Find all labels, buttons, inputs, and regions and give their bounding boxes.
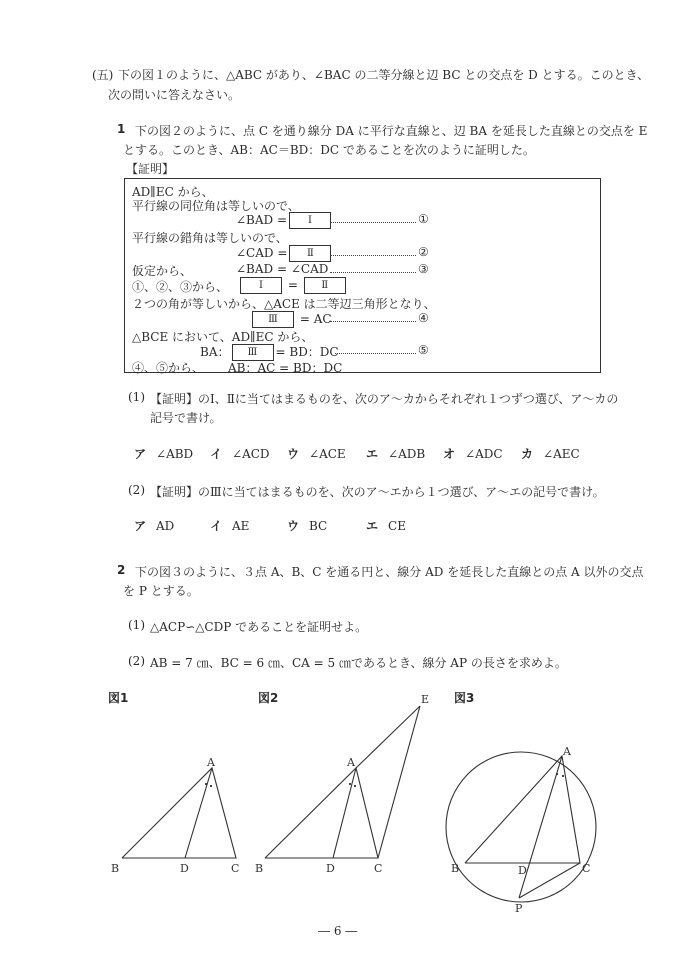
fig3-label-D: D: [518, 864, 527, 877]
choice-a-1: ア ∠ABD: [134, 447, 194, 461]
q2-sub1-text: △ACP∽△CDP であることを証明せよ。: [150, 620, 368, 634]
fig2-label-B: B: [255, 862, 264, 875]
q2-number: 2: [117, 563, 126, 577]
fig1-triangle: [122, 768, 236, 858]
proof-label: 【証明】: [126, 162, 175, 176]
q1-sub1-number: (1): [128, 390, 145, 404]
proof-num-4: ④: [418, 311, 429, 325]
choice-o-1: オ ∠ADC: [443, 447, 503, 461]
proof-blank-1: Ⅰ: [289, 212, 331, 229]
q2-sub2-text: AB = 7 ㎝、BC = 6 ㎝、CA = 5 ㎝であるとき、線分 AP の長さを求めよ。: [150, 656, 567, 670]
proof-line-1: AD∥EC から、: [132, 185, 214, 199]
problem-intro-line1: 下の図１のように、△ABC があり、∠BAC の二等分線と辺 BC との交点を D とする。このとき、: [118, 68, 650, 82]
fig2-bisector: [333, 768, 356, 858]
problem-number: (五): [92, 68, 114, 82]
q2-sub2-number: (2): [128, 654, 145, 668]
fig3-label-B: B: [451, 862, 460, 875]
proof-line-2: 平行線の同位角は等しいので、: [132, 199, 300, 213]
proof-num-5: ⑤: [418, 343, 429, 357]
choice-a-2: ア AD: [134, 519, 175, 533]
proof-num-2: ②: [418, 245, 429, 259]
fig3-label-P: P: [515, 902, 523, 915]
fig1-label-A: A: [207, 756, 215, 769]
fig1-angle-mark: [205, 783, 207, 785]
fig2-label-A: A: [347, 756, 355, 769]
fig3-triangle: [465, 756, 580, 863]
proof-line-9: Ⅲ = AC: [250, 311, 332, 328]
q1-text-line1: 下の図２のように、点 C を通り線分 DA に平行な直線と、辺 BA を延長した直線との交点を E: [135, 124, 648, 138]
q1-text-line2: とする。このとき、AB：AC＝BD：DC であることを次のように証明した。: [123, 143, 535, 157]
proof-line-6: ∠BAD = ∠CAD: [236, 262, 329, 276]
proof-blank-2: Ⅱ: [289, 245, 331, 262]
problem-intro-line2: 次の問いに答えなさい。: [108, 88, 241, 102]
fig3-angle-mark: [562, 775, 564, 777]
proof-num-3: ③: [418, 262, 429, 276]
q1-number: 1: [117, 122, 126, 136]
fig1-title: 図1: [108, 691, 129, 705]
proof-line-7-left: ①、②、③から、: [132, 280, 229, 294]
proof-blank-6: Ⅲ: [232, 344, 274, 361]
proof-blank-4: Ⅱ: [304, 277, 346, 294]
fig2-angle-mark: [354, 785, 356, 787]
choice-i-2: イ AE: [210, 519, 250, 533]
choice-i-1: イ ∠ACD: [210, 447, 270, 461]
choice-u-1: ウ ∠ACE: [287, 447, 346, 461]
proof-blank-5: Ⅲ: [252, 311, 294, 328]
fig2-label-D: D: [326, 862, 335, 875]
fig1-label-D: D: [180, 862, 189, 875]
fig2-label-C: C: [374, 862, 383, 875]
proof-line-10: △BCE において、AD∥EC から、: [132, 330, 314, 344]
choice-u-2: ウ BC: [287, 519, 328, 533]
fig3-title: 図3: [454, 691, 475, 705]
fig1-angle-mark: [210, 785, 212, 787]
q2-text-line2: を P とする。: [123, 584, 199, 598]
fig1-label-B: B: [111, 862, 120, 875]
fig2-angle-mark: [349, 783, 351, 785]
proof-num-1: ①: [418, 212, 429, 226]
choice-e-2: エ CE: [366, 519, 406, 533]
fig2-ba-extension: [356, 706, 420, 768]
fig3-label-C: C: [582, 862, 591, 875]
proof-line-12: AB：AC = BD：DC: [228, 361, 343, 375]
q1-sub2-text: 【証明】のⅢに当てはまるものを、次のア～エから１つ選び、ア～エの記号で書け。: [150, 485, 605, 499]
q2-sub1-number: (1): [128, 618, 145, 632]
proof-line-3: ∠BAD = Ⅰ: [236, 212, 333, 229]
q1-sub1-text-line2: 記号で書け。: [150, 411, 222, 425]
proof-line-4: 平行線の錯角は等しいので、: [132, 231, 288, 245]
page-number: ― 6 ―: [318, 924, 358, 938]
fig2-label-E: E: [421, 693, 430, 706]
proof-line-8: ２つの角が等しいから、△ACE は二等辺三角形となり、: [132, 297, 436, 311]
proof-line-12-left: ④、⑤から、: [132, 361, 205, 375]
fig2-triangle: [265, 768, 378, 858]
fig3-angle-mark: [556, 773, 558, 775]
proof-line-7: Ⅰ = Ⅱ: [238, 277, 348, 294]
fig2-ce-line: [378, 706, 420, 858]
choice-ka-1: カ ∠AEC: [521, 447, 580, 461]
proof-blank-3: Ⅰ: [240, 277, 282, 294]
q1-sub2-number: (2): [128, 483, 145, 497]
fig1-label-C: C: [231, 862, 240, 875]
q1-sub1-text-line1: 【証明】のⅠ、Ⅱに当てはまるものを、次のア～カからそれぞれ１つずつ選び、ア～カの: [150, 392, 619, 406]
fig3-label-A: A: [563, 745, 571, 758]
proof-line-11: BA： Ⅲ = BD：DC: [200, 345, 339, 359]
proof-line-5: ∠CAD = Ⅱ: [236, 245, 333, 262]
proof-line-6-left: 仮定から、: [132, 264, 193, 278]
fig2-title: 図2: [258, 691, 279, 705]
q2-text-line1: 下の図３のように、３点 A、B、C を通る円と、線分 AD を延長した直線との点 A 以外の交点: [135, 565, 644, 579]
choice-e-1: エ ∠ADB: [366, 447, 426, 461]
